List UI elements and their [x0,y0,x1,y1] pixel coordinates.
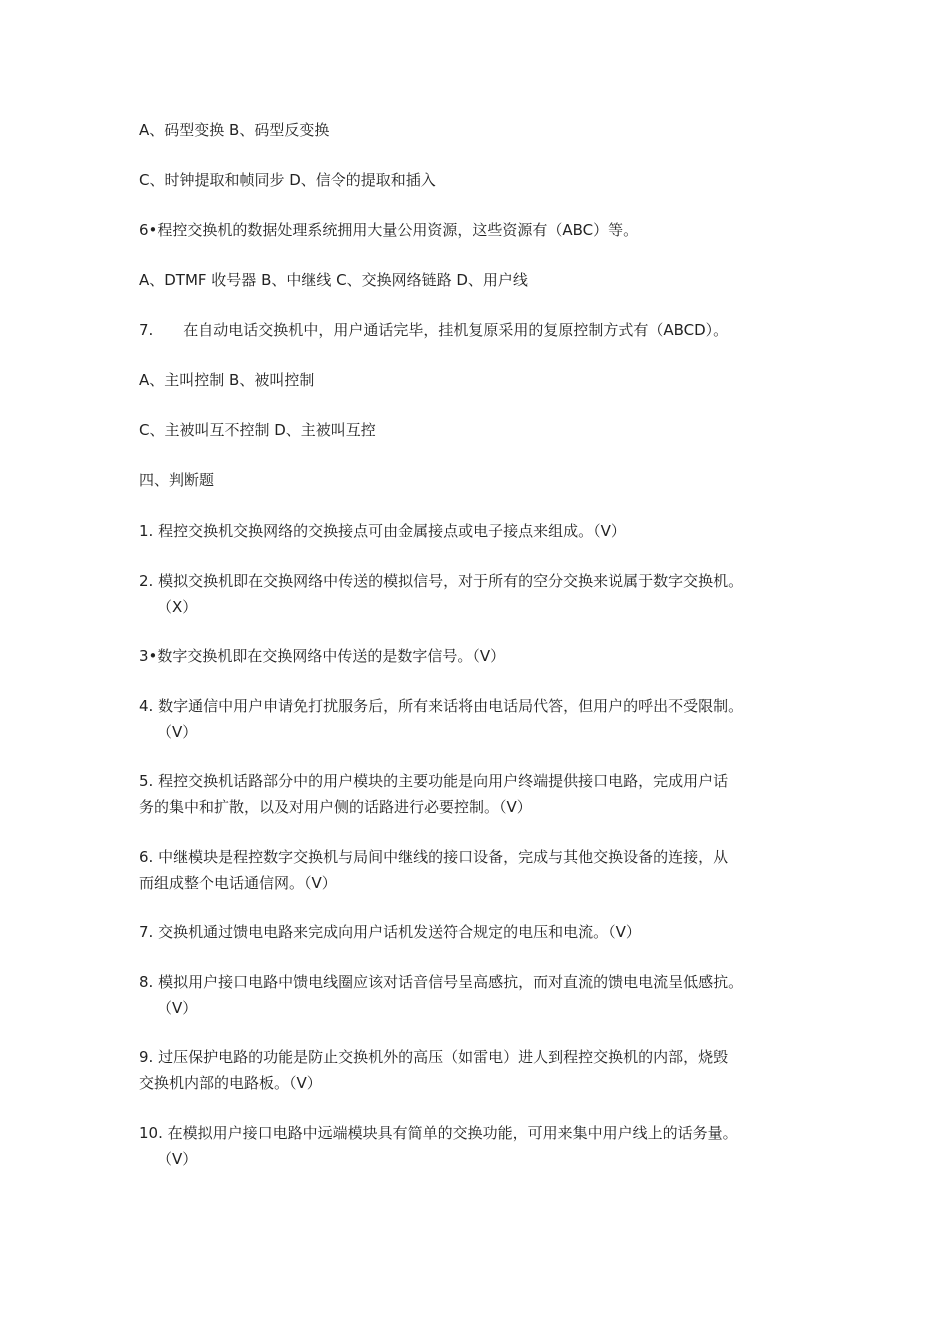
item-continuation: 而组成整个电话通信网。（V） [139,874,337,892]
item-text: 5. 程控交换机话路部分中的用户模块的主要功能是向用户终端提供接口电路，完成用户话 [139,772,729,790]
question-6-options: A、DTMF 收号器 B、中继线 C、交换网络链路 D、用户线 [139,271,528,289]
option-line-c-d: C、时钟提取和帧同步 D、信令的提取和插入 [139,171,436,189]
judgment-item-10 [139,1120,829,1172]
section-heading: 四、判断题 [139,471,215,489]
item-answer: （V） [157,999,198,1017]
judgment-item-2 [139,568,829,620]
judgment-item-8 [139,969,829,1021]
judgment-item-5 [139,768,829,820]
question-7-options-a-b: A、主叫控制 B、被叫控制 [139,371,315,389]
option-line-a-b: A、码型变换 B、码型反变换 [139,121,330,139]
item-text: 8. 模拟用户接口电路中馈电线圈应该对话音信号呈高感抗，而对直流的馈电电流呈低感抗。 [139,973,744,991]
item-continuation: 交换机内部的电路板。（V） [139,1074,322,1092]
judgment-item-4 [139,693,829,745]
item-text: 10. 在模拟用户接口电路中远端模块具有简单的交换功能，可用来集中用户线上的话务量。 [139,1124,738,1142]
item-answer: （V） [157,723,198,741]
judgment-item-7: 7. 交换机通过馈电电路来完成向用户话机发送符合规定的电压和电流。（V） [139,923,641,941]
item-answer: （V） [157,1150,198,1168]
judgment-item-3: 3•数字交换机即在交换网络中传送的是数字信号。（V） [139,647,506,665]
item-answer: （X） [157,598,198,616]
question-6: 6•程控交换机的数据处理系统拥用大量公用资源，这些资源有（ABC）等。 [139,221,639,239]
item-text: 6. 中继模块是程控数字交换机与局间中继线的接口设备，完成与其他交换设备的连接，从 [139,848,729,866]
item-continuation: 务的集中和扩散，以及对用户侧的话路进行必要控制。（V） [139,798,532,816]
question-7: 7. 在自动电话交换机中，用户通话完毕，挂机复原采用的复原控制方式有（ABCD）。 [139,321,729,339]
judgment-item-9 [139,1044,829,1096]
item-text: 4. 数字通信中用户申请免打扰服务后，所有来话将由电话局代答，但用户的呼出不受限制。 [139,697,744,715]
question-7-options-c-d: C、主被叫互不控制 D、主被叫互控 [139,421,376,439]
judgment-item-1: 1. 程控交换机交换网络的交换接点可由金属接点或电子接点来组成。（V） [139,522,626,540]
item-text: 2. 模拟交换机即在交换网络中传送的模拟信号，对于所有的空分交换来说属于数字交换机。 [139,572,744,590]
judgment-item-6 [139,844,829,896]
item-text: 9. 过压保护电路的功能是防止交换机外的高压（如雷电）进人到程控交换机的内部，烧毁 [139,1048,729,1066]
